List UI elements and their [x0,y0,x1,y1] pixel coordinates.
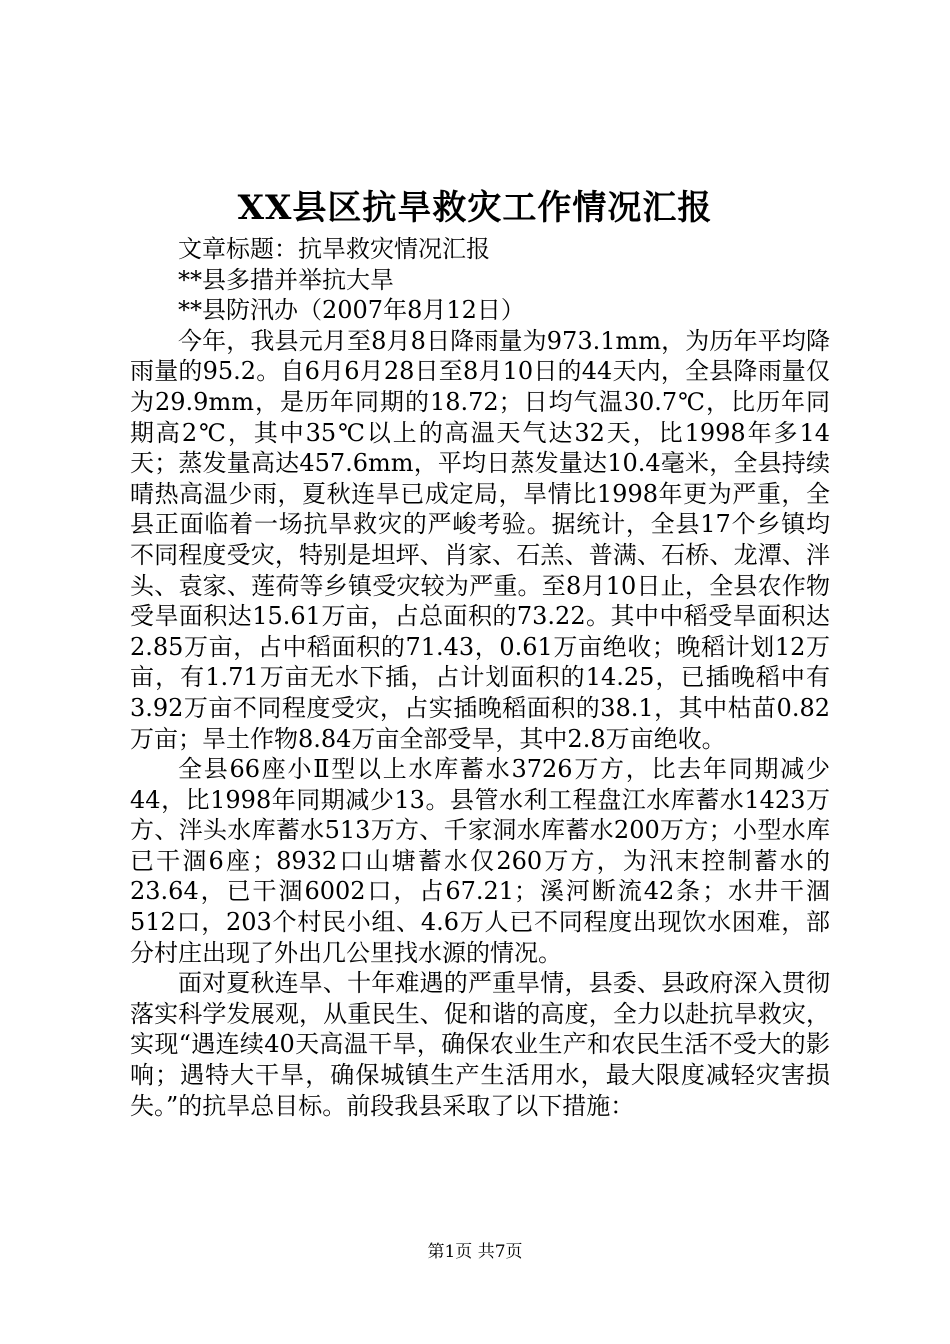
paragraph-drought-overview: 今年，我县元月至8月8日降雨量为973.1mm，为历年平均降雨量的95.2。自6月6月28日至8月10日的44天内，全县降雨量仅为29.9mm，是历年同期的18.72；日均气温30.7℃，比历年同期高2℃，其中35℃以上的高温天气达32天，比1998年多14天；蒸发量高达457.6mm，平均日蒸发量达10.4毫米，全县持续晴热高温少雨，夏秋连旱已成定局，旱情比1998年更为严重，全县正面临着一场抗旱救灾的严峻考验。据统计，全县17个乡镇均不同程度受灾，特别是坦坪、肖家、石羔、普满、石桥、龙潭、泮头、袁家、莲荷等乡镇受灾较为严重。至8月10日止，全县农作物受旱面积达15.61万亩，占总面积的73.22。其中中稻受旱面积达2.85万亩，占中稻面积的71.43，0.61万亩绝收；晚稻计划12万亩，有1.71万亩无水下插，占计划面积的14.25，已插晚稻中有3.92万亩不同程度受灾，占实插晚稻面积的38.1，其中枯苗0.82万亩；旱土作物8.84万亩全部受旱，其中2.8万亩绝收。 [130,326,830,753]
paragraph-response-measures: 面对夏秋连旱、十年难遇的严重旱情，县委、县政府深入贯彻落实科学发展观，从重民生、促和谐的高度，全力以赴抗旱救灾，实现“遇连续40天高温干旱，确保农业生产和农民生活不受大的影响；遇特大干旱，确保城镇生产生活用水，最大限度减轻灾害损失。”的抗旱总目标。前段我县采取了以下措施： [130,969,830,1120]
paragraph-water-storage: 全县66座小Ⅱ型以上水库蓄水3726万方，比去年同期减少44，比1998年同期减少13。县管水利工程盘江水库蓄水1423万方、泮头水库蓄水513万方、千家洞水库蓄水200万方；小型水库已干涸6座；8932口山塘蓄水仅260万方，为汛末控制蓄水的23.64，已干涸6002口，占67.21；溪河断流42条；水井干涸512口，203个村民小组、4.6万人已不同程度出现饮水困难，部分村庄出现了外出几公里找水源的情况。 [130,755,830,967]
page-title: XX县区抗旱救灾工作情况汇报 [237,188,713,228]
article-title-line: 文章标题：抗旱救灾情况汇报 [178,235,490,263]
page-footer: 第1页 共7页 [427,1242,523,1262]
headline-line: **县多措并举抗大旱 [178,265,394,294]
document-body [130,234,830,1121]
source-line: **县防汛办（2007年8月12日） [178,296,525,325]
